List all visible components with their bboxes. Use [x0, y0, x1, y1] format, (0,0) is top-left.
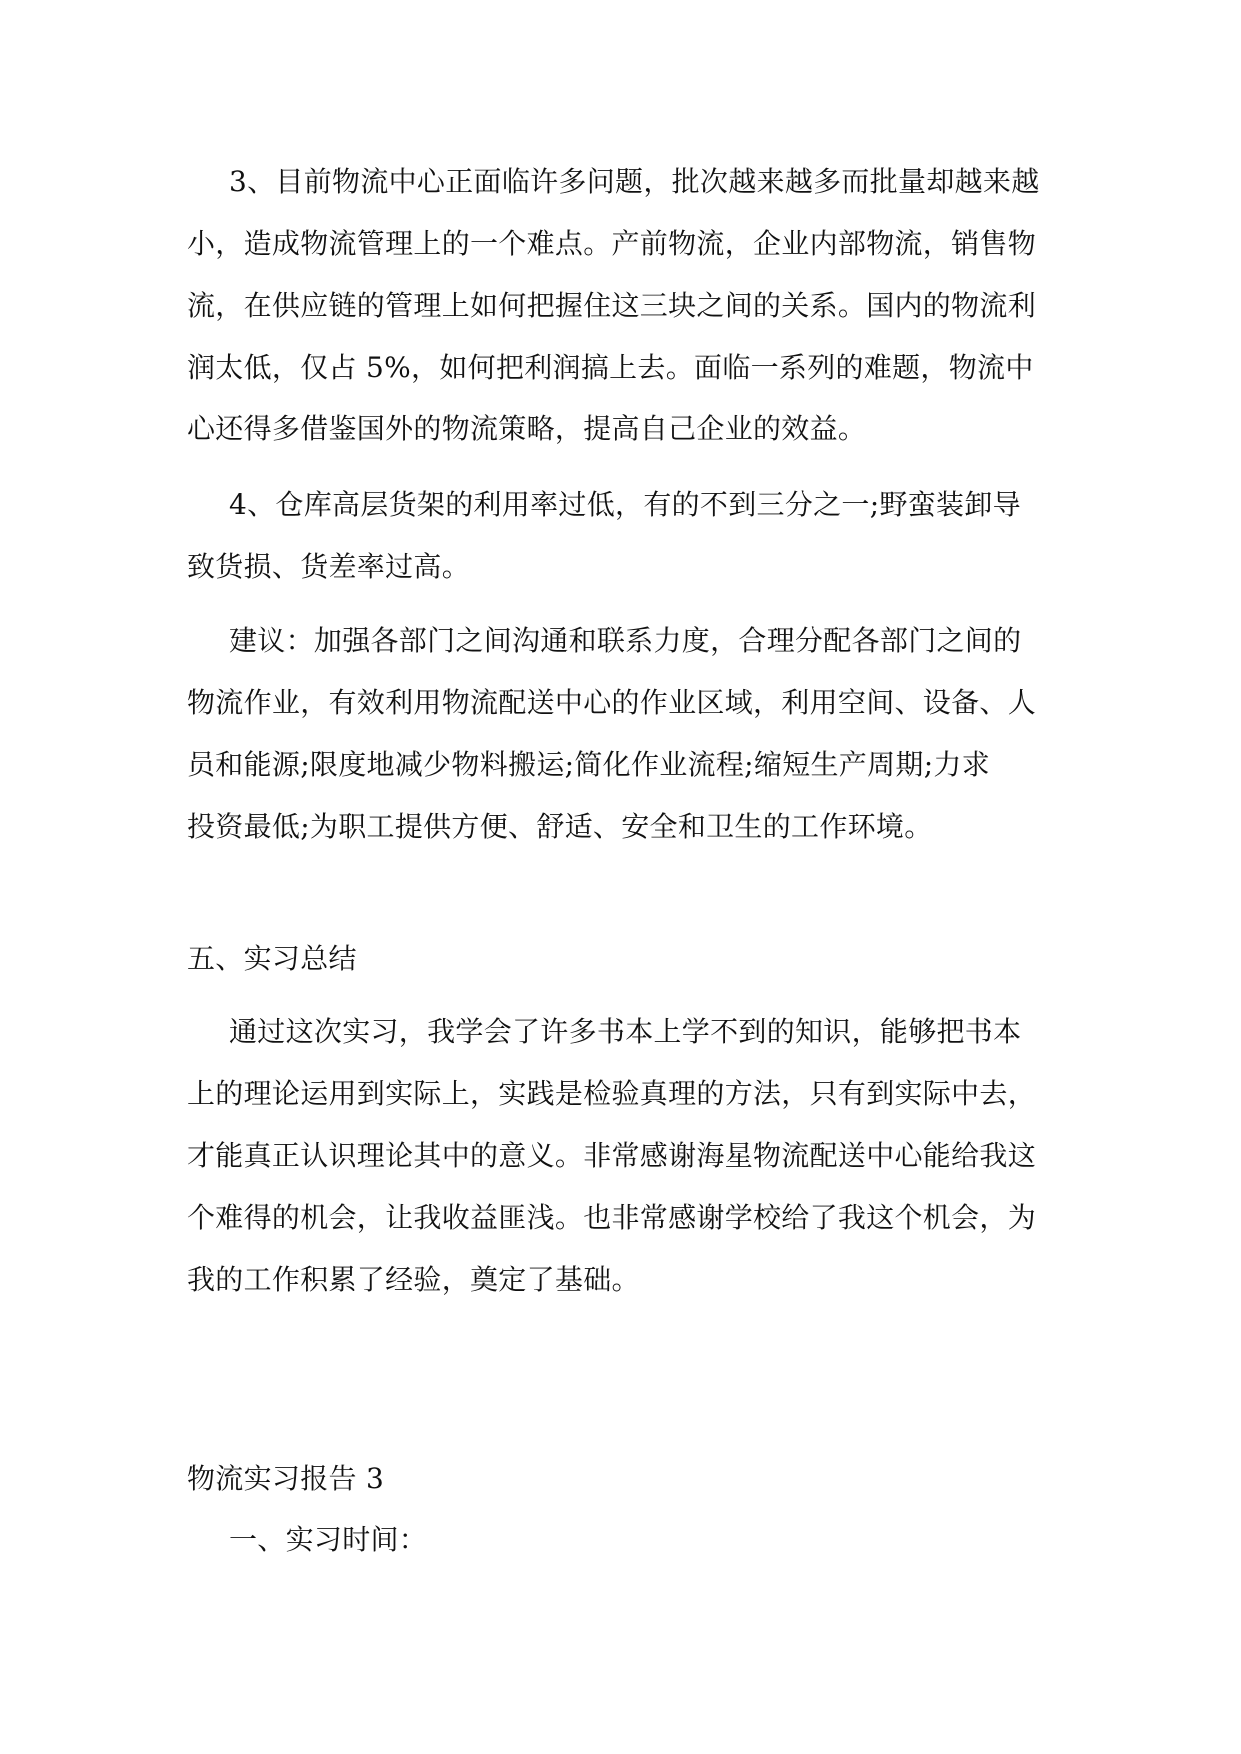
paragraph-line: 建议：加强各部门之间沟通和联系力度，合理分配各部门之间的: [229, 624, 1022, 657]
paragraph-line: 3、目前物流中心正面临许多问题，批次越来越多而批量却越来越: [229, 165, 1040, 198]
section-heading: 五、实习总结: [187, 942, 357, 975]
paragraph-line: 个难得的机会，让我收益匪浅。也非常感谢学校给了我这个机会，为: [187, 1201, 1037, 1234]
paragraph-line: 物流作业，有效利用物流配送中心的作业区域，利用空间、设备、人: [187, 686, 1037, 719]
paragraph-line: 投资最低;为职工提供方便、舒适、安全和卫生的工作环境。: [187, 810, 933, 843]
paragraph-line: 小，造成物流管理上的一个难点。产前物流，企业内部物流，销售物: [187, 227, 1037, 260]
report-title: 物流实习报告 3: [187, 1462, 385, 1495]
paragraph-line: 我的工作积累了经验，奠定了基础。: [187, 1263, 640, 1296]
paragraph-line: 员和能源;限度地减少物料搬运;简化作业流程;缩短生产周期;力求: [187, 748, 991, 781]
paragraph-line: 通过这次实习，我学会了许多书本上学不到的知识，能够把书本: [229, 1015, 1022, 1048]
paragraph-line: 润太低，仅占 5%，如何把利润搞上去。面临一系列的难题，物流中: [187, 351, 1034, 384]
paragraph-line: 流，在供应链的管理上如何把握住这三块之间的关系。国内的物流利: [187, 289, 1037, 322]
paragraph-line: 上的理论运用到实际上，实践是检验真理的方法，只有到实际中去，: [187, 1077, 1037, 1110]
paragraph-line: 才能真正认识理论其中的意义。非常感谢海星物流配送中心能给我这: [187, 1139, 1037, 1172]
paragraph-line: 致货损、货差率过高。: [187, 550, 471, 583]
paragraph-line: 心还得多借鉴国外的物流策略，提高自己企业的效益。: [187, 412, 867, 445]
paragraph-line: 4、仓库高层货架的利用率过低，有的不到三分之一;野蛮装卸导: [229, 488, 1021, 521]
section-heading: 一、实习时间：: [229, 1523, 428, 1556]
